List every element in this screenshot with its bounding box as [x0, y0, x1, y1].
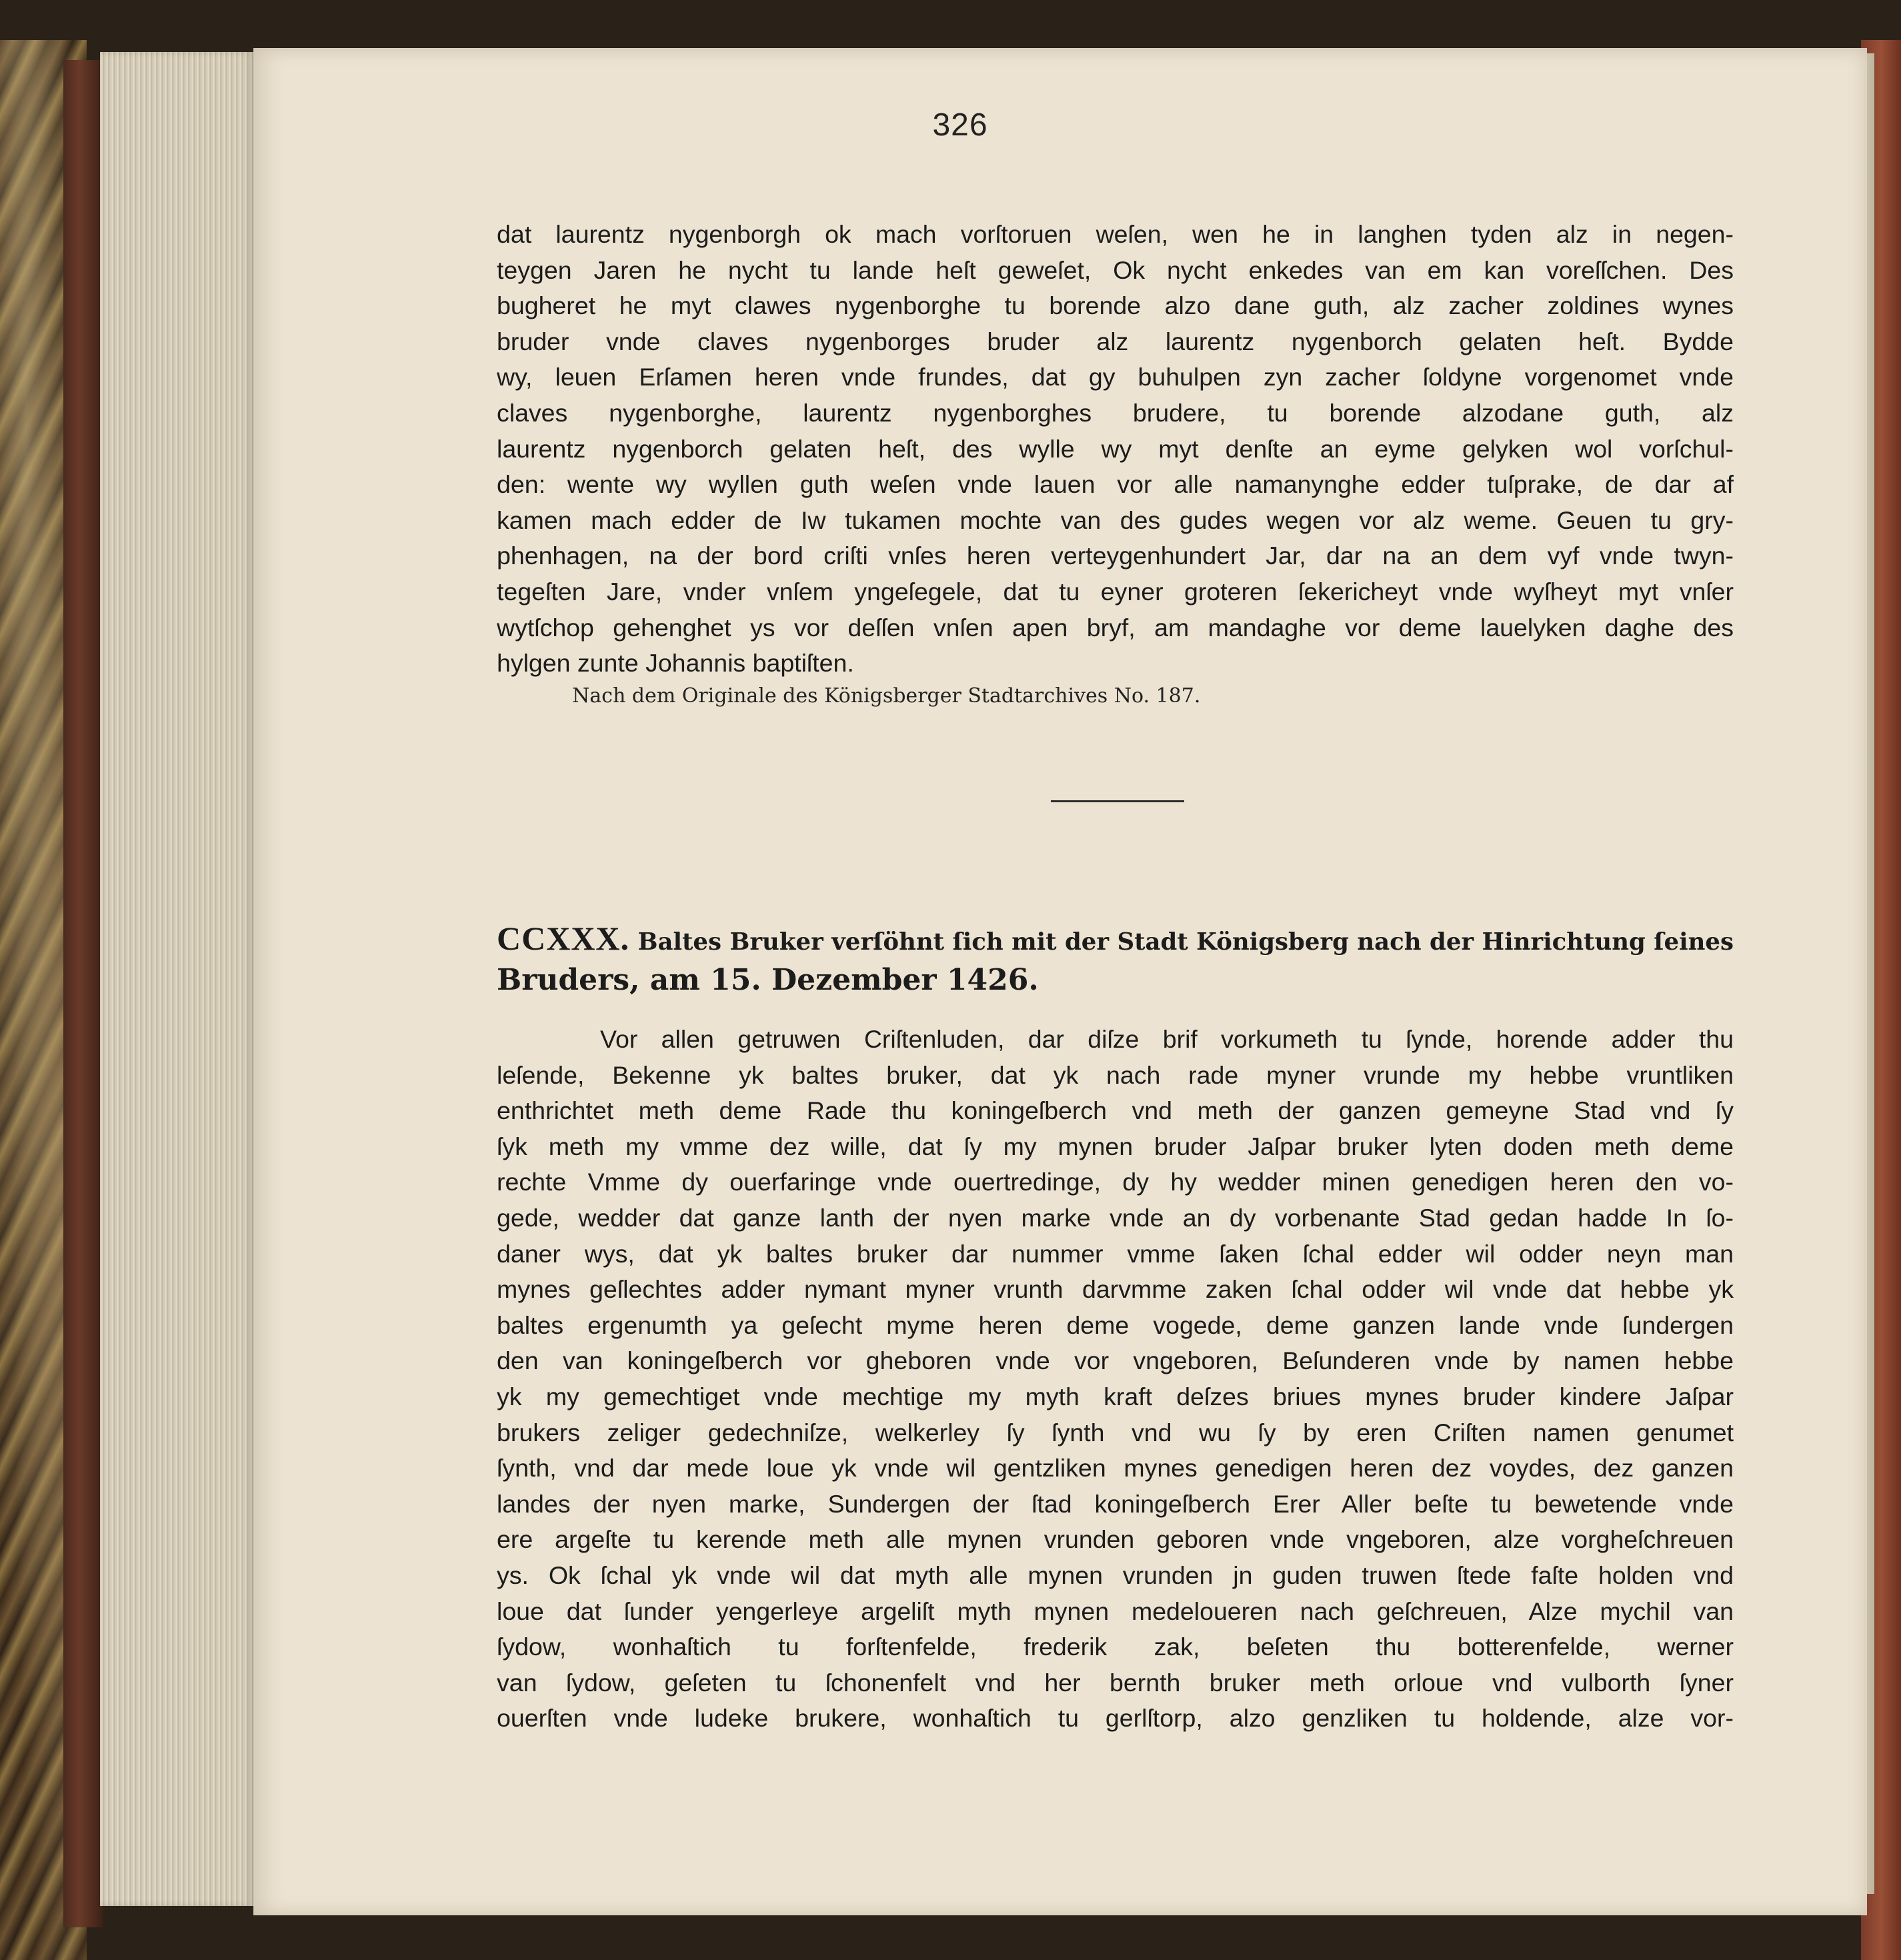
- text-line: claves nygenborghe, laurentz nygenborghes brudere, tu borende alzodane guth, alz: [497, 398, 1734, 427]
- page-edges: [100, 52, 253, 1906]
- text-line: baltes ergenumth ya geſecht myme heren deme vogede, deme ganzen lande vnde ſundergen: [497, 1310, 1734, 1339]
- text-line: dat laurentz nygenborgh ok mach vorſtoruen weſen, wen he in langhen tyden alz in negen-: [497, 220, 1734, 248]
- heading-title: Baltes Bruker verſöhnt ſich mit der Stadt Königsberg nach der Hinrichtung ſeines: [637, 928, 1734, 956]
- text-line: daner wys, dat yk baltes bruker dar nummer vmme ſaken ſchal edder wil odder neyn man: [497, 1239, 1734, 1268]
- text-line: wytſchop gehenghet ys vor deſſen vnſen apen bryf, am mandaghe vor deme lauelyken daghe des: [497, 613, 1734, 642]
- text-line: ſyk meth my vmme dez wille, dat ſy my mynen bruder Jaſpar bruker lyten doden meth deme: [497, 1132, 1734, 1160]
- text-line: ſydow, wonhaſtich tu forſtenfelde, frederik zak, beſeten thu botterenfelde, werner: [497, 1633, 1734, 1661]
- book-spine: [63, 60, 103, 1927]
- text-line: landes der nyen marke, Sundergen der ſtad koningeſberch Erer Aller beſte tu bewetende vnde: [497, 1489, 1734, 1518]
- text-line: wy, leuen Erſamen heren vnde frundes, dat gy buhulpen zyn zacher ſoldyne vorgenomet vnde: [497, 363, 1734, 391]
- text-line: hylgen zunte Johannis baptiſten.: [497, 649, 854, 678]
- text-line: leſende, Bekenne yk baltes bruker, dat yk nach rade myner vrunde my hebbe vruntliken: [497, 1060, 1734, 1089]
- text-line: van ſydow, geſeten tu ſchonenfelt vnd her bernth bruker meth orloue vnd vulborth ſyner: [497, 1668, 1734, 1697]
- text-line: rechte Vmme dy ouerfaringe vnde ouertredinge, dy hy wedder minen genedigen heren den vo-: [497, 1168, 1734, 1196]
- text-line: bugheret he myt clawes nygenborghe tu borende alzo dane guth, alz zacher zoldines wynes: [497, 291, 1734, 320]
- page-number: 326: [932, 107, 988, 143]
- text-line: brukers zeliger gedechniſze, welkerley ſy ſynth vnd wu ſy by eren Criſten namen genumet: [497, 1418, 1734, 1446]
- text-line: ouerſten vnde ludeke brukere, wonhaſtich tu gerlſtorp, alzo genzliken tu holdende, alze vor-: [497, 1704, 1734, 1733]
- text-line: teygen Jaren he nycht tu lande heſt geweſet, Ok nycht enkedes van em kan voreſſchen. Des: [497, 255, 1734, 284]
- paragraph-2: [497, 1022, 1734, 1737]
- text-line: loue dat ſunder yengerleye argeliſt myth mynen medeloueren nach geſchreuen, Alze mychil van: [497, 1597, 1734, 1625]
- text-line: Vor allen getruwen Criſtenluden, dar diſze brif vorkumeth tu ſynde, horende adder thu: [600, 1025, 1734, 1053]
- text-line: laurentz nygenborch gelaten heſt, des wylle wy myt denſte an eyme gelyken wol vorſchul-: [497, 434, 1734, 463]
- text-line: bruder vnde claves nygenborges bruder alz laurentz nygenborch gelaten heſt. Bydde: [497, 327, 1734, 355]
- text-line: den van koningeſberch vor gheboren vnde vor vngeboren, Beſunderen vnde by namen hebbe: [497, 1346, 1734, 1375]
- text-line: kamen mach edder de Iw tukamen mochte van des gudes wegen vor alz weme. Geuen tu gry-: [497, 506, 1734, 534]
- heading-line-2: Bruders, am 15. Dezember 1426.: [497, 963, 1039, 997]
- paragraph-1: [497, 217, 1734, 682]
- text-line: ys. Ok ſchal yk vnde wil dat myth alle mynen vrunden jn guden truwen ſtede faſte holden vnd: [497, 1561, 1734, 1589]
- text-line: den: wente wy wyllen guth weſen vnde lauen vor alle namanynghe edder tuſprake, de dar af: [497, 470, 1734, 499]
- heading-line-1: [497, 919, 1734, 958]
- text-line: ſynth, vnd dar mede loue yk vnde wil gentzliken mynes genedigen heren dez voydes, dez ganzen: [497, 1454, 1734, 1483]
- text-line: enthrichtet meth deme Rade thu koningeſberch vnd meth der ganzen gemeyne Stad vnd ſy: [497, 1096, 1734, 1125]
- document-numeral: CCXXX.: [497, 920, 630, 957]
- section-divider: [1051, 800, 1184, 802]
- text-line: yk my gemechtiget vnde mechtige my myth kraft deſzes briues mynes bruder kindere Jaſpar: [497, 1382, 1734, 1410]
- text-line: gede, wedder dat ganze lanth der nyen marke vnde an dy vorbenante Stad gedan hadde In ſo-: [497, 1203, 1734, 1232]
- text-line: tegeſten Jare, vnder vnſem yngeſegele, dat tu eyner groteren ſekericheyt vnde wyſheyt myt vnſer: [497, 577, 1734, 606]
- text-line: mynes geſlechtes adder nymant myner vrunth darvmme zaken ſchal odder wil vnde dat hebbe yk: [497, 1275, 1734, 1304]
- text-line: phenhagen, na der bord criſti vnſes heren verteygenhundert Jar, dar na an dem vyf vnde twyn-: [497, 542, 1734, 570]
- text-line: ere argeſte tu kerende meth alle mynen vrunden geboren vnde vngeboren, alze vorgheſchreuen: [497, 1525, 1734, 1554]
- source-note: Nach dem Originale des Königsberger Stadtarchives No. 187.: [572, 684, 1201, 708]
